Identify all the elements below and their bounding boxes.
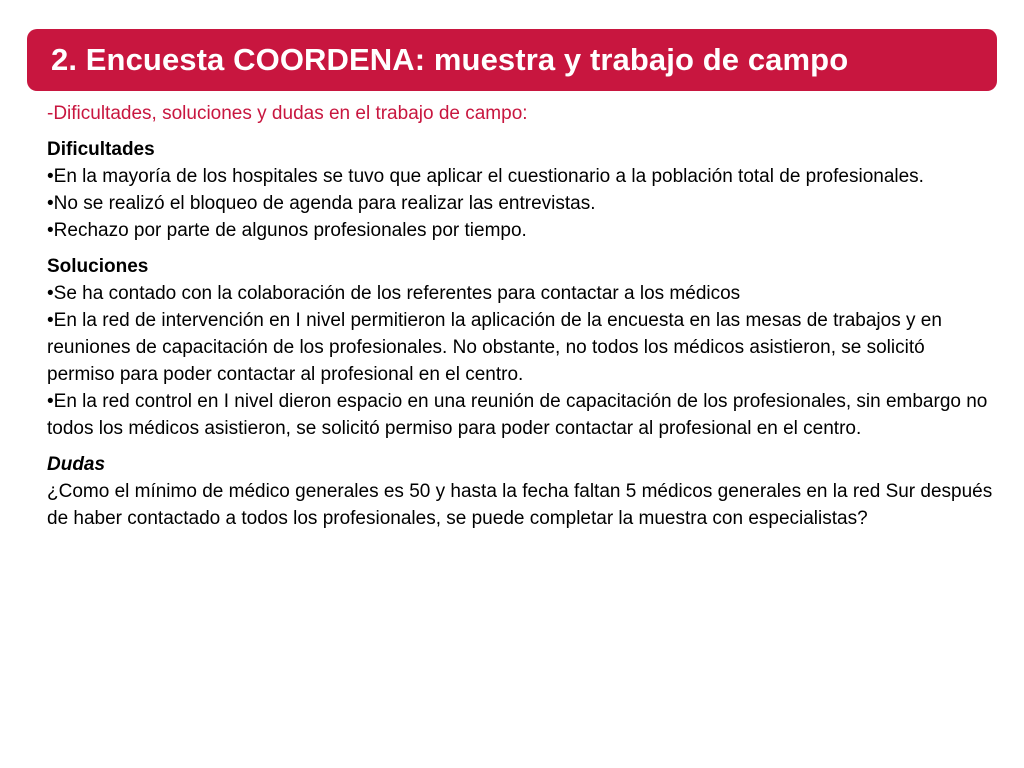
soluciones-bullet-3: •En la red control en I nivel dieron espacio en una reunión de capacitación de los profesionales, sin embargo no todos los médicos asistieron, se solicitó permiso para poder contactar al profesional en el centro. bbox=[47, 391, 988, 439]
title-bar bbox=[27, 29, 997, 91]
slide-content bbox=[47, 100, 997, 541]
dudas-text: ¿Como el mínimo de médico generales es 50 y hasta la fecha faltan 5 médicos generales en la red Sur después de haber contactado a todos los profesionales, se puede completar la muestra con especialistas? bbox=[47, 481, 993, 529]
dificultades-bullet-1: •En la mayoría de los hospitales se tuvo que aplicar el cuestionario a la población total de profesionales. bbox=[47, 166, 924, 187]
heading-dificultades: Dificultades bbox=[47, 139, 155, 160]
slide-subtitle: -Dificultades, soluciones y dudas en el trabajo de campo: bbox=[47, 103, 528, 124]
heading-soluciones: Soluciones bbox=[47, 256, 149, 277]
section-dudas bbox=[47, 451, 997, 532]
heading-dudas: Dudas bbox=[47, 454, 106, 475]
section-dificultades bbox=[47, 136, 997, 244]
soluciones-bullet-2: •En la red de intervención en I nivel permitieron la aplicación de la encuesta en las mesas de trabajos y en reuniones de capacitación de los profesionales. No obstante, no todos los médicos asistieron, se solicitó permiso para poder contactar al profesional en el centro. bbox=[47, 310, 942, 385]
dificultades-bullet-3: •Rechazo por parte de algunos profesionales por tiempo. bbox=[47, 220, 527, 241]
soluciones-bullet-1: •Se ha contado con la colaboración de los referentes para contactar a los médicos bbox=[47, 283, 741, 304]
section-soluciones bbox=[47, 253, 997, 442]
slide-title: 2. Encuesta COORDENA: muestra y trabajo de campo bbox=[51, 42, 849, 77]
dificultades-bullet-2: •No se realizó el bloqueo de agenda para realizar las entrevistas. bbox=[47, 193, 596, 214]
